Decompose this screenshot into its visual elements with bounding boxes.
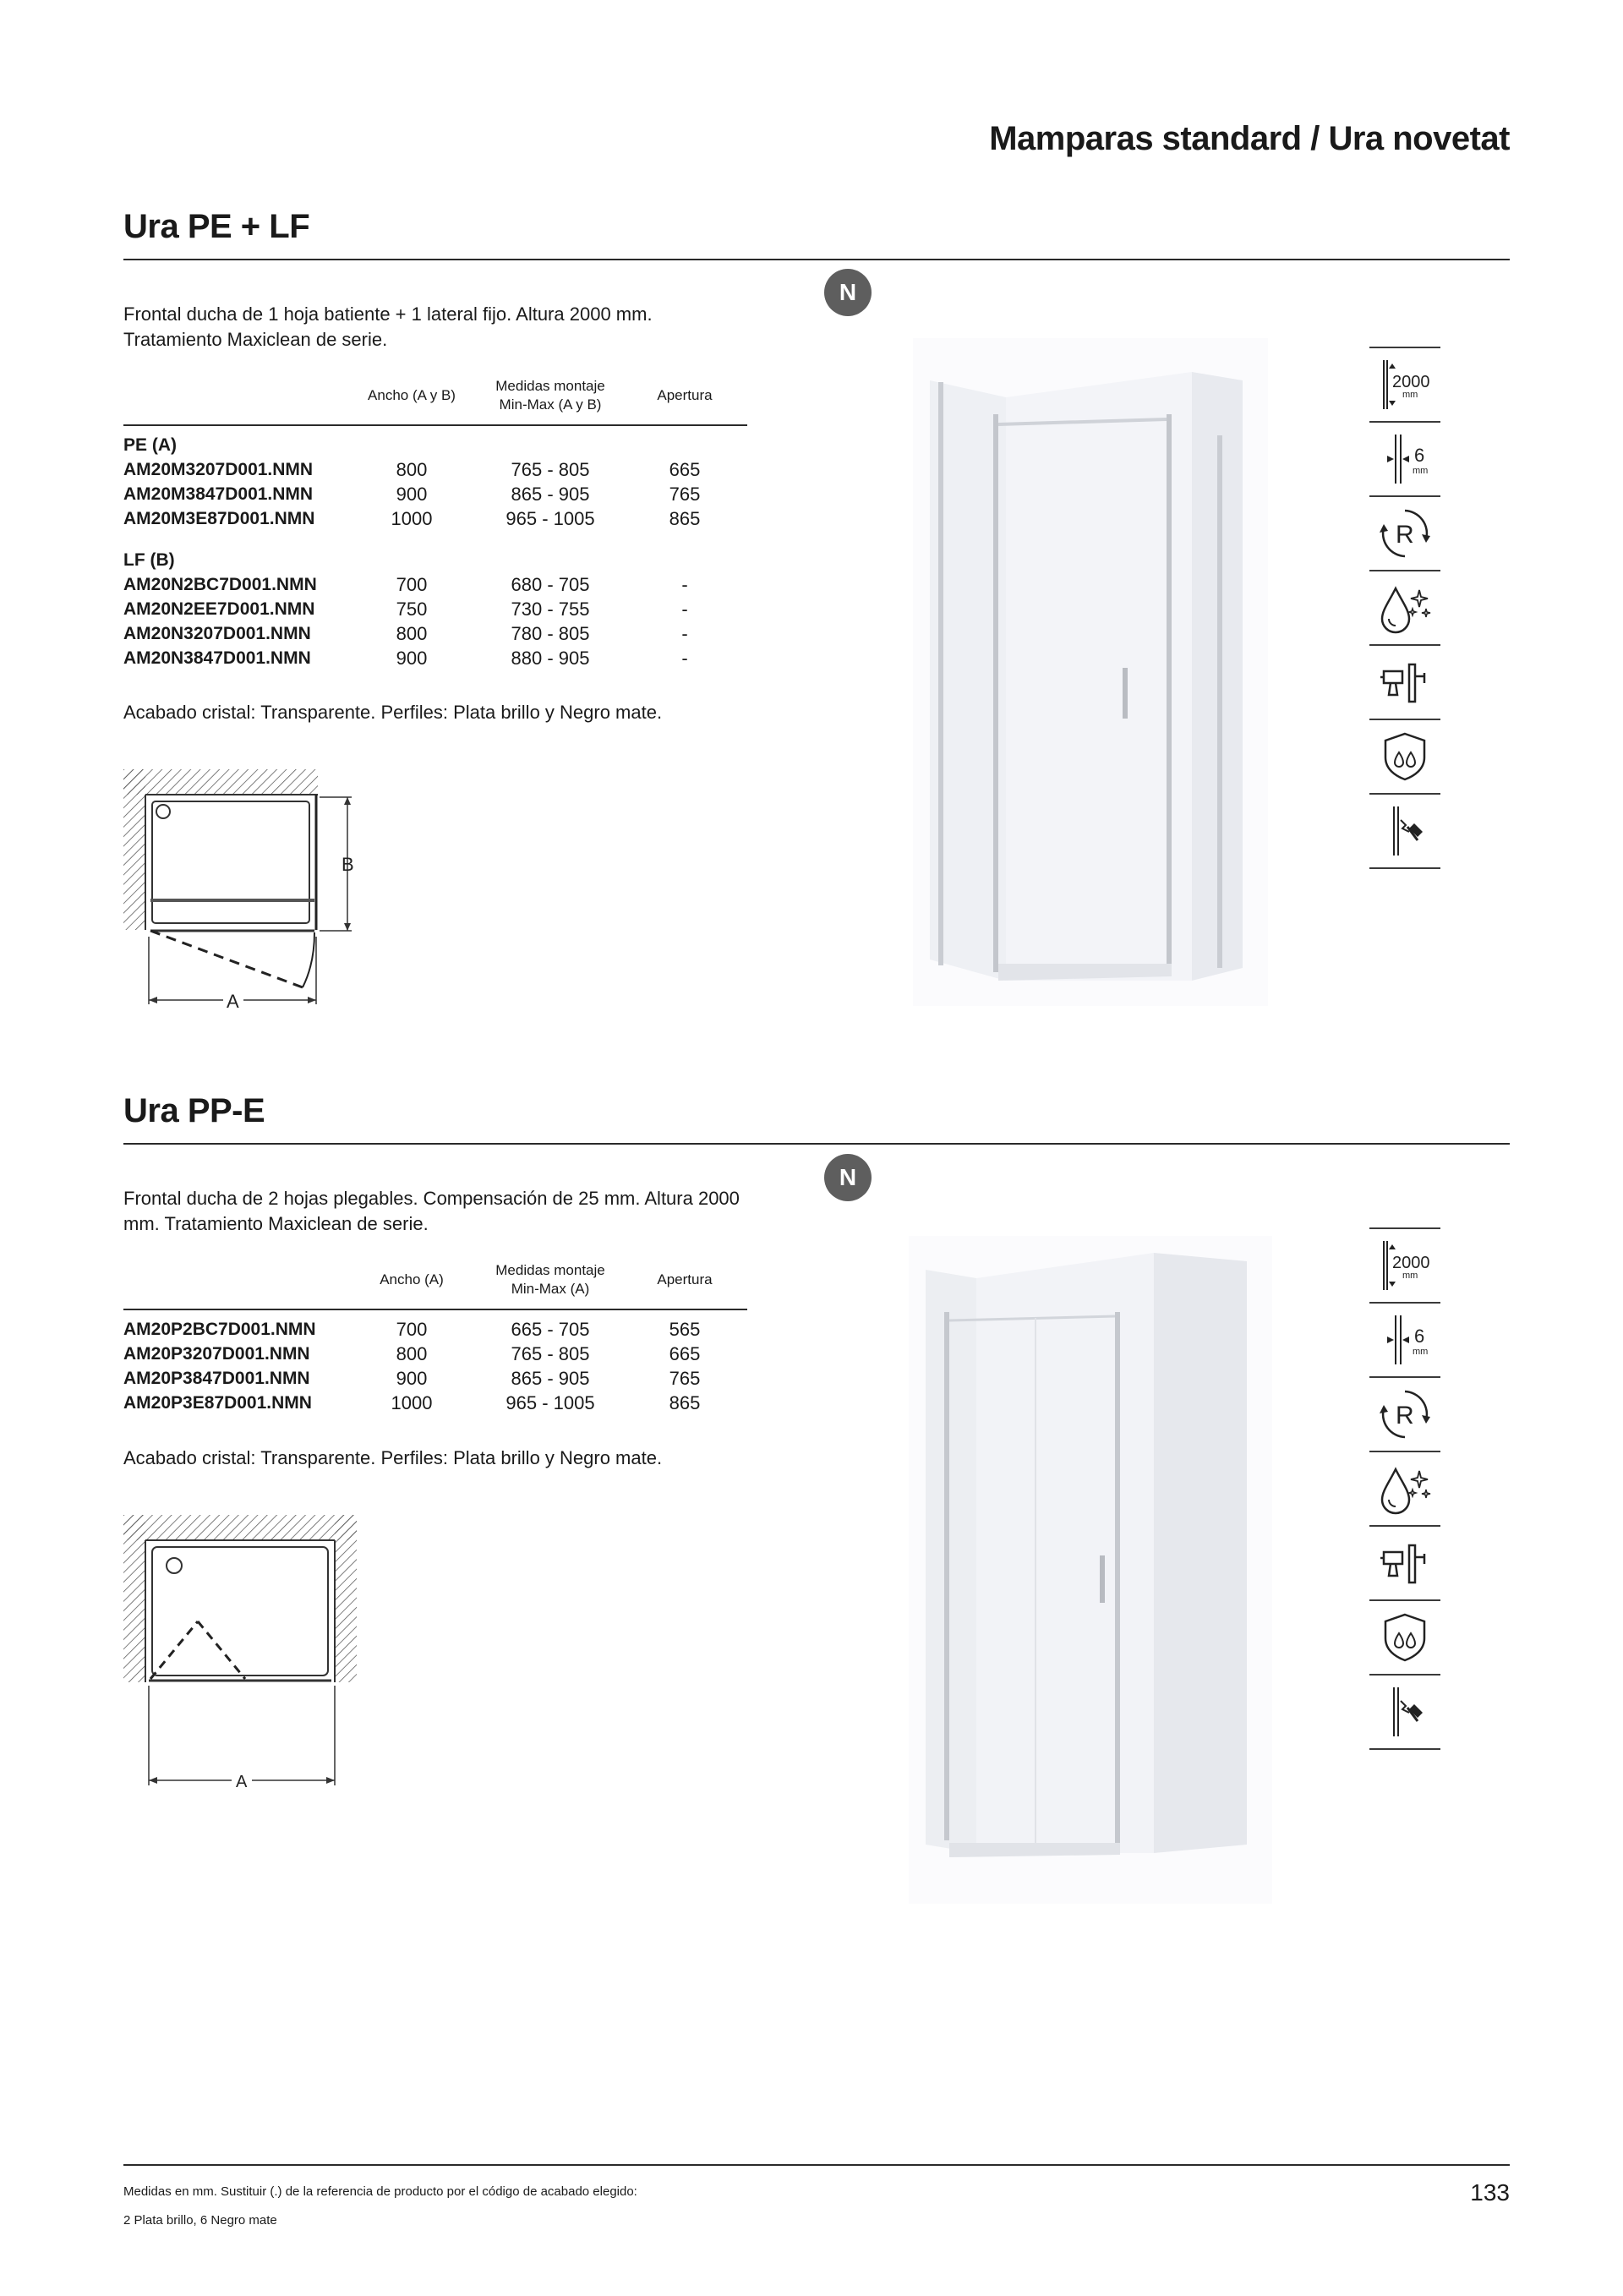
svg-text:mm: mm <box>1413 1347 1429 1357</box>
svg-text:R: R <box>1396 1402 1414 1430</box>
product-image-ura-pe-lf <box>913 338 1268 1006</box>
reversible-icon <box>1369 1378 1440 1452</box>
new-badge: N <box>824 269 872 316</box>
glass-thickness-6mm-icon <box>1369 1304 1440 1378</box>
table-row: AM20P3E87D001.NMN 1000 965 - 1005 865 <box>123 1392 701 1413</box>
table-row: AM20N2EE7D001.NMN 750 730 - 755 - <box>123 599 688 620</box>
table-row: AM20N2BC7D001.NMN 700 680 - 705 - <box>123 574 688 595</box>
reversible-icon <box>1369 497 1440 571</box>
new-badge: N <box>824 1154 872 1201</box>
svg-text:2000: 2000 <box>1392 1254 1430 1272</box>
group-label-row: LF (B) <box>123 550 175 570</box>
feature-icons <box>1369 347 1440 869</box>
tempered-glass-icon <box>1369 795 1440 869</box>
header-width: Ancho (A) <box>380 1271 444 1287</box>
footer-note-units: Medidas en mm. Sustituir (.) de la referencia de producto por el código de acabado elegido: <box>123 2184 637 2199</box>
header-code <box>123 377 345 425</box>
plan-diagram-pe-lf <box>123 769 369 1014</box>
table-row: AM20P3847D001.NMN 900 865 - 905 765 <box>123 1368 701 1389</box>
diagram-label-b: B <box>342 854 354 875</box>
section-description: Frontal ducha de 2 hojas plegables. Compensación de 25 mm. Altura 2000 mm. Tratamiento Maxiclean de serie. <box>123 1188 740 1234</box>
svg-text:R: R <box>1396 521 1414 549</box>
feature-icons <box>1369 1227 1440 1750</box>
table-row: AM20P2BC7D001.NMN 700 665 - 705 565 <box>123 1319 701 1340</box>
easy-clean-icon <box>1369 571 1440 646</box>
svg-text:2000: 2000 <box>1392 373 1430 391</box>
product-table <box>123 1261 747 1415</box>
table-row: AM20M3E87D001.NMN 1000 965 - 1005 865 <box>123 508 701 529</box>
product-image-ura-pp-e <box>909 1236 1272 1904</box>
section-divider <box>123 1143 1510 1145</box>
svg-text:6: 6 <box>1414 445 1425 466</box>
tempered-glass-icon <box>1369 1676 1440 1750</box>
svg-text:mm: mm <box>1413 466 1429 476</box>
footer-note-finish-codes: 2 Plata brillo, 6 Negro mate <box>123 2213 277 2228</box>
header-opening: Apertura <box>657 387 713 403</box>
section-title-ura-pe-lf: Ura PE + LF <box>123 208 310 245</box>
diagram-label-a: A <box>236 1773 248 1791</box>
easy-clean-icon <box>1369 1452 1440 1527</box>
table-row: AM20P3207D001.NMN 800 765 - 805 665 <box>123 1343 701 1364</box>
header-opening: Apertura <box>657 1271 713 1287</box>
header-mount: Medidas montaje Min-Max (A) <box>495 1262 605 1297</box>
section-description: Frontal ducha de 1 hoja batiente + 1 lateral fijo. Altura 2000 mm. Tratamiento Maxiclean de serie. <box>123 303 653 350</box>
height-2000-icon <box>1369 347 1440 423</box>
installation-icon <box>1369 1527 1440 1601</box>
product-table <box>123 377 747 670</box>
height-2000-icon <box>1369 1227 1440 1304</box>
table-row: AM20M3207D001.NMN 800 765 - 805 665 <box>123 459 701 480</box>
table-row: AM20N3207D001.NMN 800 780 - 805 - <box>123 623 688 644</box>
diagram-label-a: A <box>227 991 239 1012</box>
header-code <box>123 1261 345 1309</box>
table-row: AM20N3847D001.NMN 900 880 - 905 - <box>123 648 688 669</box>
installation-icon <box>1369 646 1440 720</box>
svg-text:mm: mm <box>1402 1271 1418 1281</box>
header-width: Ancho (A y B) <box>368 387 456 403</box>
page-header-title: Mamparas standard / Ura novetat <box>989 120 1510 157</box>
svg-text:mm: mm <box>1402 390 1418 400</box>
glass-thickness-6mm-icon <box>1369 423 1440 497</box>
group-label-row: PE (A) <box>123 435 177 455</box>
page-number: 133 <box>1470 2179 1510 2206</box>
table-header-row <box>123 1261 747 1309</box>
header-mount: Medidas montaje Min-Max (A y B) <box>495 378 605 413</box>
maxiclean-icon <box>1369 1601 1440 1676</box>
finish-note: Acabado cristal: Transparente. Perfiles: Plata brillo y Negro mate. <box>123 702 663 723</box>
section-divider <box>123 259 1510 260</box>
footer-divider <box>123 2164 1510 2166</box>
plan-diagram-pp-e <box>123 1515 369 1794</box>
table-spacer <box>123 531 747 548</box>
table-row: AM20M3847D001.NMN 900 865 - 905 765 <box>123 484 701 505</box>
table-header-row <box>123 377 747 425</box>
finish-note: Acabado cristal: Transparente. Perfiles: Plata brillo y Negro mate. <box>123 1447 663 1468</box>
svg-text:6: 6 <box>1414 1326 1425 1347</box>
maxiclean-icon <box>1369 720 1440 795</box>
section-title-ura-pp-e: Ura PP-E <box>123 1092 265 1129</box>
